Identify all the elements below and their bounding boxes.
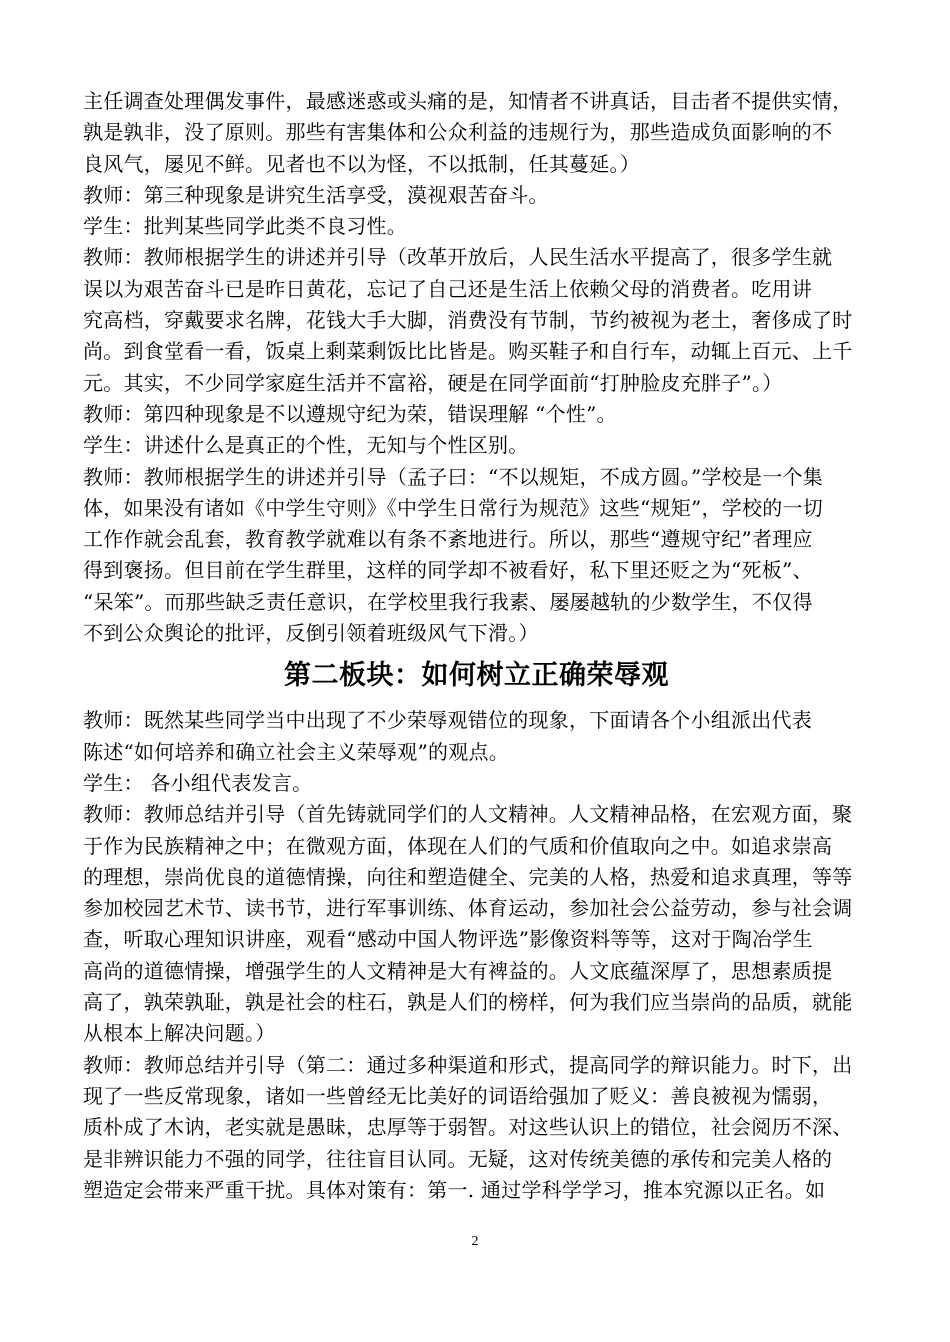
text-line: 参加校园艺术节、读书节，进行军事训练、体育运动，参加社会公益劳动，参与社会调 xyxy=(83,896,853,921)
text-line: 陈述“如何培养和确立社会主义荣辱观”的观点。 xyxy=(83,739,509,764)
text-line: 工作作就会乱套，教育教学就难以有条不紊地进行。所以，那些“遵规守纪”者理应 xyxy=(83,527,813,552)
text-line: 现了一些反常现象，诸如一些曾经无比美好的词语给强加了贬义：善良被视为懦弱， xyxy=(83,1083,833,1108)
text-line: 主任调查处理偶发事件，最感迷惑或头痛的是，知情者不讲真话，目击者不提供实情， xyxy=(83,89,853,113)
text-line: 学生： 各小组代表发言。 xyxy=(83,770,313,795)
text-line: “呆笨”。而那些缺乏责任意识，在学校里我行我素、屡屡越轨的少数学生，不仅得 xyxy=(83,589,813,614)
text-line: 查，听取心理知识讲座，观看“感动中国人物评选”影像资料等等，这对于陶冶学生 xyxy=(83,927,813,952)
text-line: 教师：第四种现象是不以遵规守纪为荣，错误理解 “个性”。 xyxy=(83,401,617,426)
text-line: 不到公众舆论的批评，反倒引领着班级风气下滑。） xyxy=(83,621,539,646)
paragraph-block-before xyxy=(83,86,870,649)
text-line: 教师：教师根据学生的讲述并引导（孟子曰：“不以规矩，不成方圆。”学校是一个集 xyxy=(83,464,823,489)
document-body xyxy=(83,86,870,1206)
text-line: 体，如果没有诸如《中学生守则》《中学生日常行为规范》这些“规矩”，学校的一切 xyxy=(83,495,823,520)
text-line: 尚。到食堂看一看，饭桌上剩菜剩饭比比皆是。购买鞋子和自行车，动辄上百元、上千 xyxy=(83,339,853,364)
text-line: 高尚的道德情操，增强学生的人文精神是大有裨益的。人文底蕴深厚了，思想素质提 xyxy=(83,958,833,983)
page-number: 2 xyxy=(471,1234,479,1249)
text-line: 是非辨识能力不强的同学，往往盲目认同。无疑，这对传统美德的承传和完美人格的 xyxy=(83,1146,833,1171)
text-line: 学生：讲述什么是真正的个性，无知与个性区别。 xyxy=(83,433,529,458)
text-line: 教师：既然某些同学当中出现了不少荣辱观错位的现象，下面请各个小组派出代表 xyxy=(83,708,812,733)
text-line: 质朴成了木讷，老实就是愚昧，忠厚等于弱智。对这些认识上的错位，社会阅历不深、 xyxy=(83,1115,853,1140)
text-line: 从根本上解决问题。） xyxy=(83,1021,276,1046)
text-line: 良风气，屡见不鲜。见者也不以为怪，不以抵制，任其蔓延。） xyxy=(83,151,640,176)
text-line: 误以为艰苦奋斗已是昨日黄花，忘记了自己还是生活上依赖父母的消费者。吃用讲 xyxy=(83,276,812,301)
text-line: 的理想，崇尚优良的道德情操，向往和塑造健全、完美的人格，热爱和追求真理，等等 xyxy=(83,864,853,889)
text-line: 教师：教师总结并引导（首先铸就同学们的人文精神。人文精神品格，在宏观方面，聚 xyxy=(83,802,853,827)
text-line: 究高档，穿戴要求名牌，花钱大手大脚，消费没有节制，节约被视为老土，奢侈成了时 xyxy=(83,308,853,333)
section-heading: 第二板块：如何树立正确荣辱观 xyxy=(284,660,669,692)
text-line: 元。其实，不少同学家庭生活并不富裕，硬是在同学面前“打肿脸皮充胖子”。） xyxy=(83,370,783,395)
text-line: 教师：教师总结并引导（第二：通过多种渠道和形式，提高同学的辩识能力。时下，出 xyxy=(83,1052,853,1077)
text-line: 得到褒扬。但目前在学生群里，这样的同学却不被看好，私下里还贬之为“死板”、 xyxy=(83,558,813,583)
paragraph-block-after xyxy=(83,705,870,1206)
text-line: 学生：批判某些同学此类不良习性。 xyxy=(83,214,407,239)
text-line: 高了，孰荣孰耻，孰是社会的柱石，孰是人们的榜样，何为我们应当崇尚的品质，就能 xyxy=(83,990,853,1015)
text-line: 教师：第三种现象是讲究生活享受，漠视艰苦奋斗。 xyxy=(83,182,549,207)
text-line: 教师：教师根据学生的讲述并引导（改革开放后，人民生活水平提高了，很多学生就 xyxy=(83,245,833,270)
text-line: 塑造定会带来严重干扰。具体对策有：第一. 通过学科学学习，推本究源以正名。如 xyxy=(83,1177,826,1202)
text-line: 孰是孰非，没了原则。那些有害集体和公众利益的违规行为，那些造成负面影响的不 xyxy=(83,120,833,145)
text-line: 于作为民族精神之中；在微观方面，体现在人们的气质和价值取向之中。如追求崇高 xyxy=(83,833,833,858)
